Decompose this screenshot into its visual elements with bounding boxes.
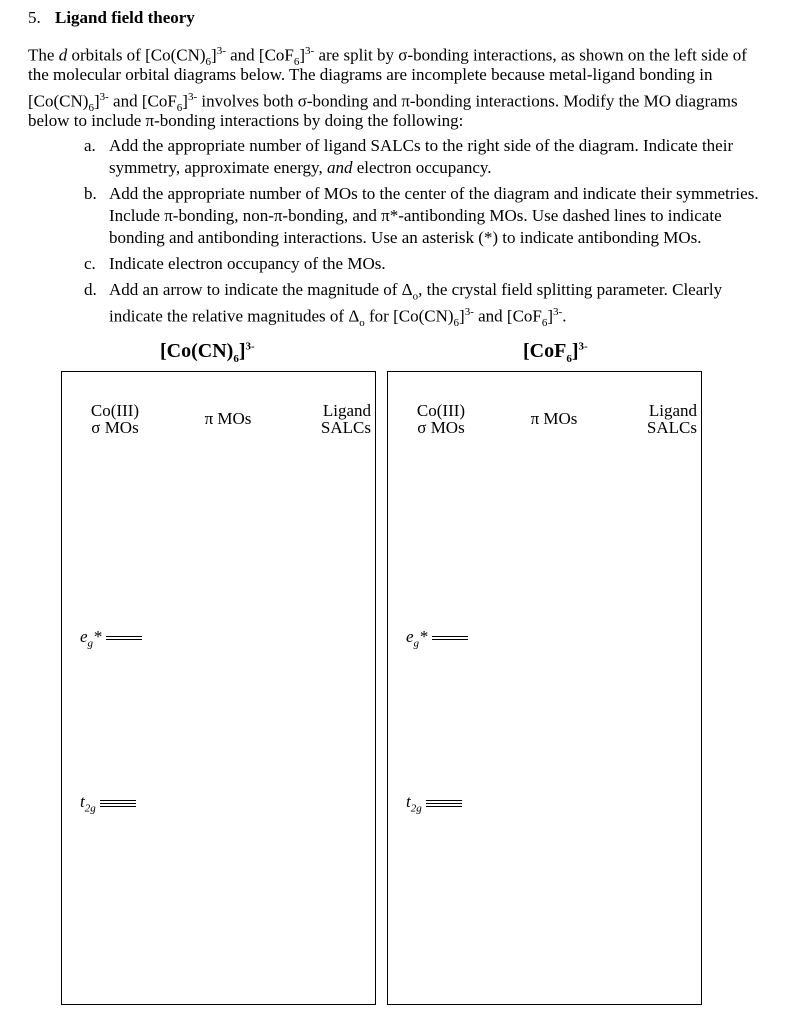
t2g-level	[406, 792, 462, 814]
col-label-metal: Co(III) σ MOs	[90, 401, 140, 437]
list-item-c	[84, 253, 806, 275]
intro-line-4: below to include π-bonding interactions by doing the following:	[28, 111, 464, 130]
col-label-pi: π MOs	[530, 409, 578, 428]
list-item-d	[84, 279, 806, 330]
t2g-label: $t_{2g}$	[80, 792, 96, 815]
mo-diagram-f	[387, 371, 702, 1005]
intro-line-3: $[Co(CN)_6]^{3-}$ and $[CoF_6]^{3-}$ involves both σ-bonding and π-bonding interactions. Modify the MO diagrams	[28, 91, 738, 115]
question-number: 5.	[28, 8, 41, 27]
list-item-text: Include π-bonding, non-π-bonding, and π*-antibonding MOs. Use dashed lines to indicate	[109, 206, 722, 225]
eg-label: $e_g*$	[406, 627, 428, 650]
list-item-text: indicate the relative magnitudes of $\Delta_o$ for $[Co(CN)_6]^{3-}$ and $[CoF_6]^{3-}$.	[109, 306, 567, 330]
intro-line-1: The d orbitals of $[Co(CN)_6]^{3-}$ and $[CoF_6]^{3-}$ are split by σ-bonding interactions, as shown on the left side of	[28, 45, 747, 69]
eg-orbital-lines	[432, 635, 468, 641]
list-item-text: Add the appropriate number of MOs to the center of the diagram and indicate their symmetries.	[109, 184, 759, 203]
list-item-text: Add an arrow to indicate the magnitude of $\Delta_o$, the crystal field splitting parameter. Clearly	[109, 280, 723, 303]
eg-level	[80, 627, 142, 649]
diagram-title-cn: $[Co(CN)_6]^{3-}$	[160, 340, 255, 365]
list-item-a	[84, 135, 806, 179]
col-label-ligand: Ligand SALCs	[646, 401, 697, 437]
question-title: Ligand field theory	[55, 8, 195, 27]
intro-paragraph	[28, 40, 806, 132]
t2g-orbital-lines	[100, 799, 136, 808]
eg-label: $e_g*$	[80, 627, 102, 650]
list-item-text: Add the appropriate number of ligand SALCs to the right side of the diagram. Indicate their	[109, 136, 734, 155]
diagram-title-f: $[CoF_6]^{3-}$	[523, 340, 588, 365]
list-letter: d.	[84, 280, 97, 299]
list-letter: a.	[84, 136, 96, 155]
list-item-text: Indicate electron occupancy of the MOs.	[109, 254, 386, 273]
list-item-text: symmetry, approximate energy, and electron occupancy.	[109, 158, 492, 177]
eg-orbital-lines	[106, 635, 142, 641]
col-label-pi: π MOs	[204, 409, 252, 428]
t2g-orbital-lines	[426, 799, 462, 808]
eg-level	[406, 627, 468, 649]
list-letter: b.	[84, 184, 97, 203]
question-header	[28, 8, 195, 28]
mo-diagram-cn	[61, 371, 376, 1005]
list-letter: c.	[84, 254, 96, 273]
t2g-level	[80, 792, 136, 814]
intro-line-2: the molecular orbital diagrams below. The diagrams are incomplete because metal-ligand bonding in	[28, 65, 713, 84]
t2g-label: $t_{2g}$	[406, 792, 422, 815]
list-item-b	[84, 183, 806, 249]
col-label-ligand: Ligand SALCs	[320, 401, 371, 437]
instruction-list	[84, 135, 806, 330]
list-item-text: bonding and antibonding interactions. Use an asterisk (*) to indicate antibonding MOs.	[109, 228, 702, 247]
col-label-metal: Co(III) σ MOs	[416, 401, 466, 437]
